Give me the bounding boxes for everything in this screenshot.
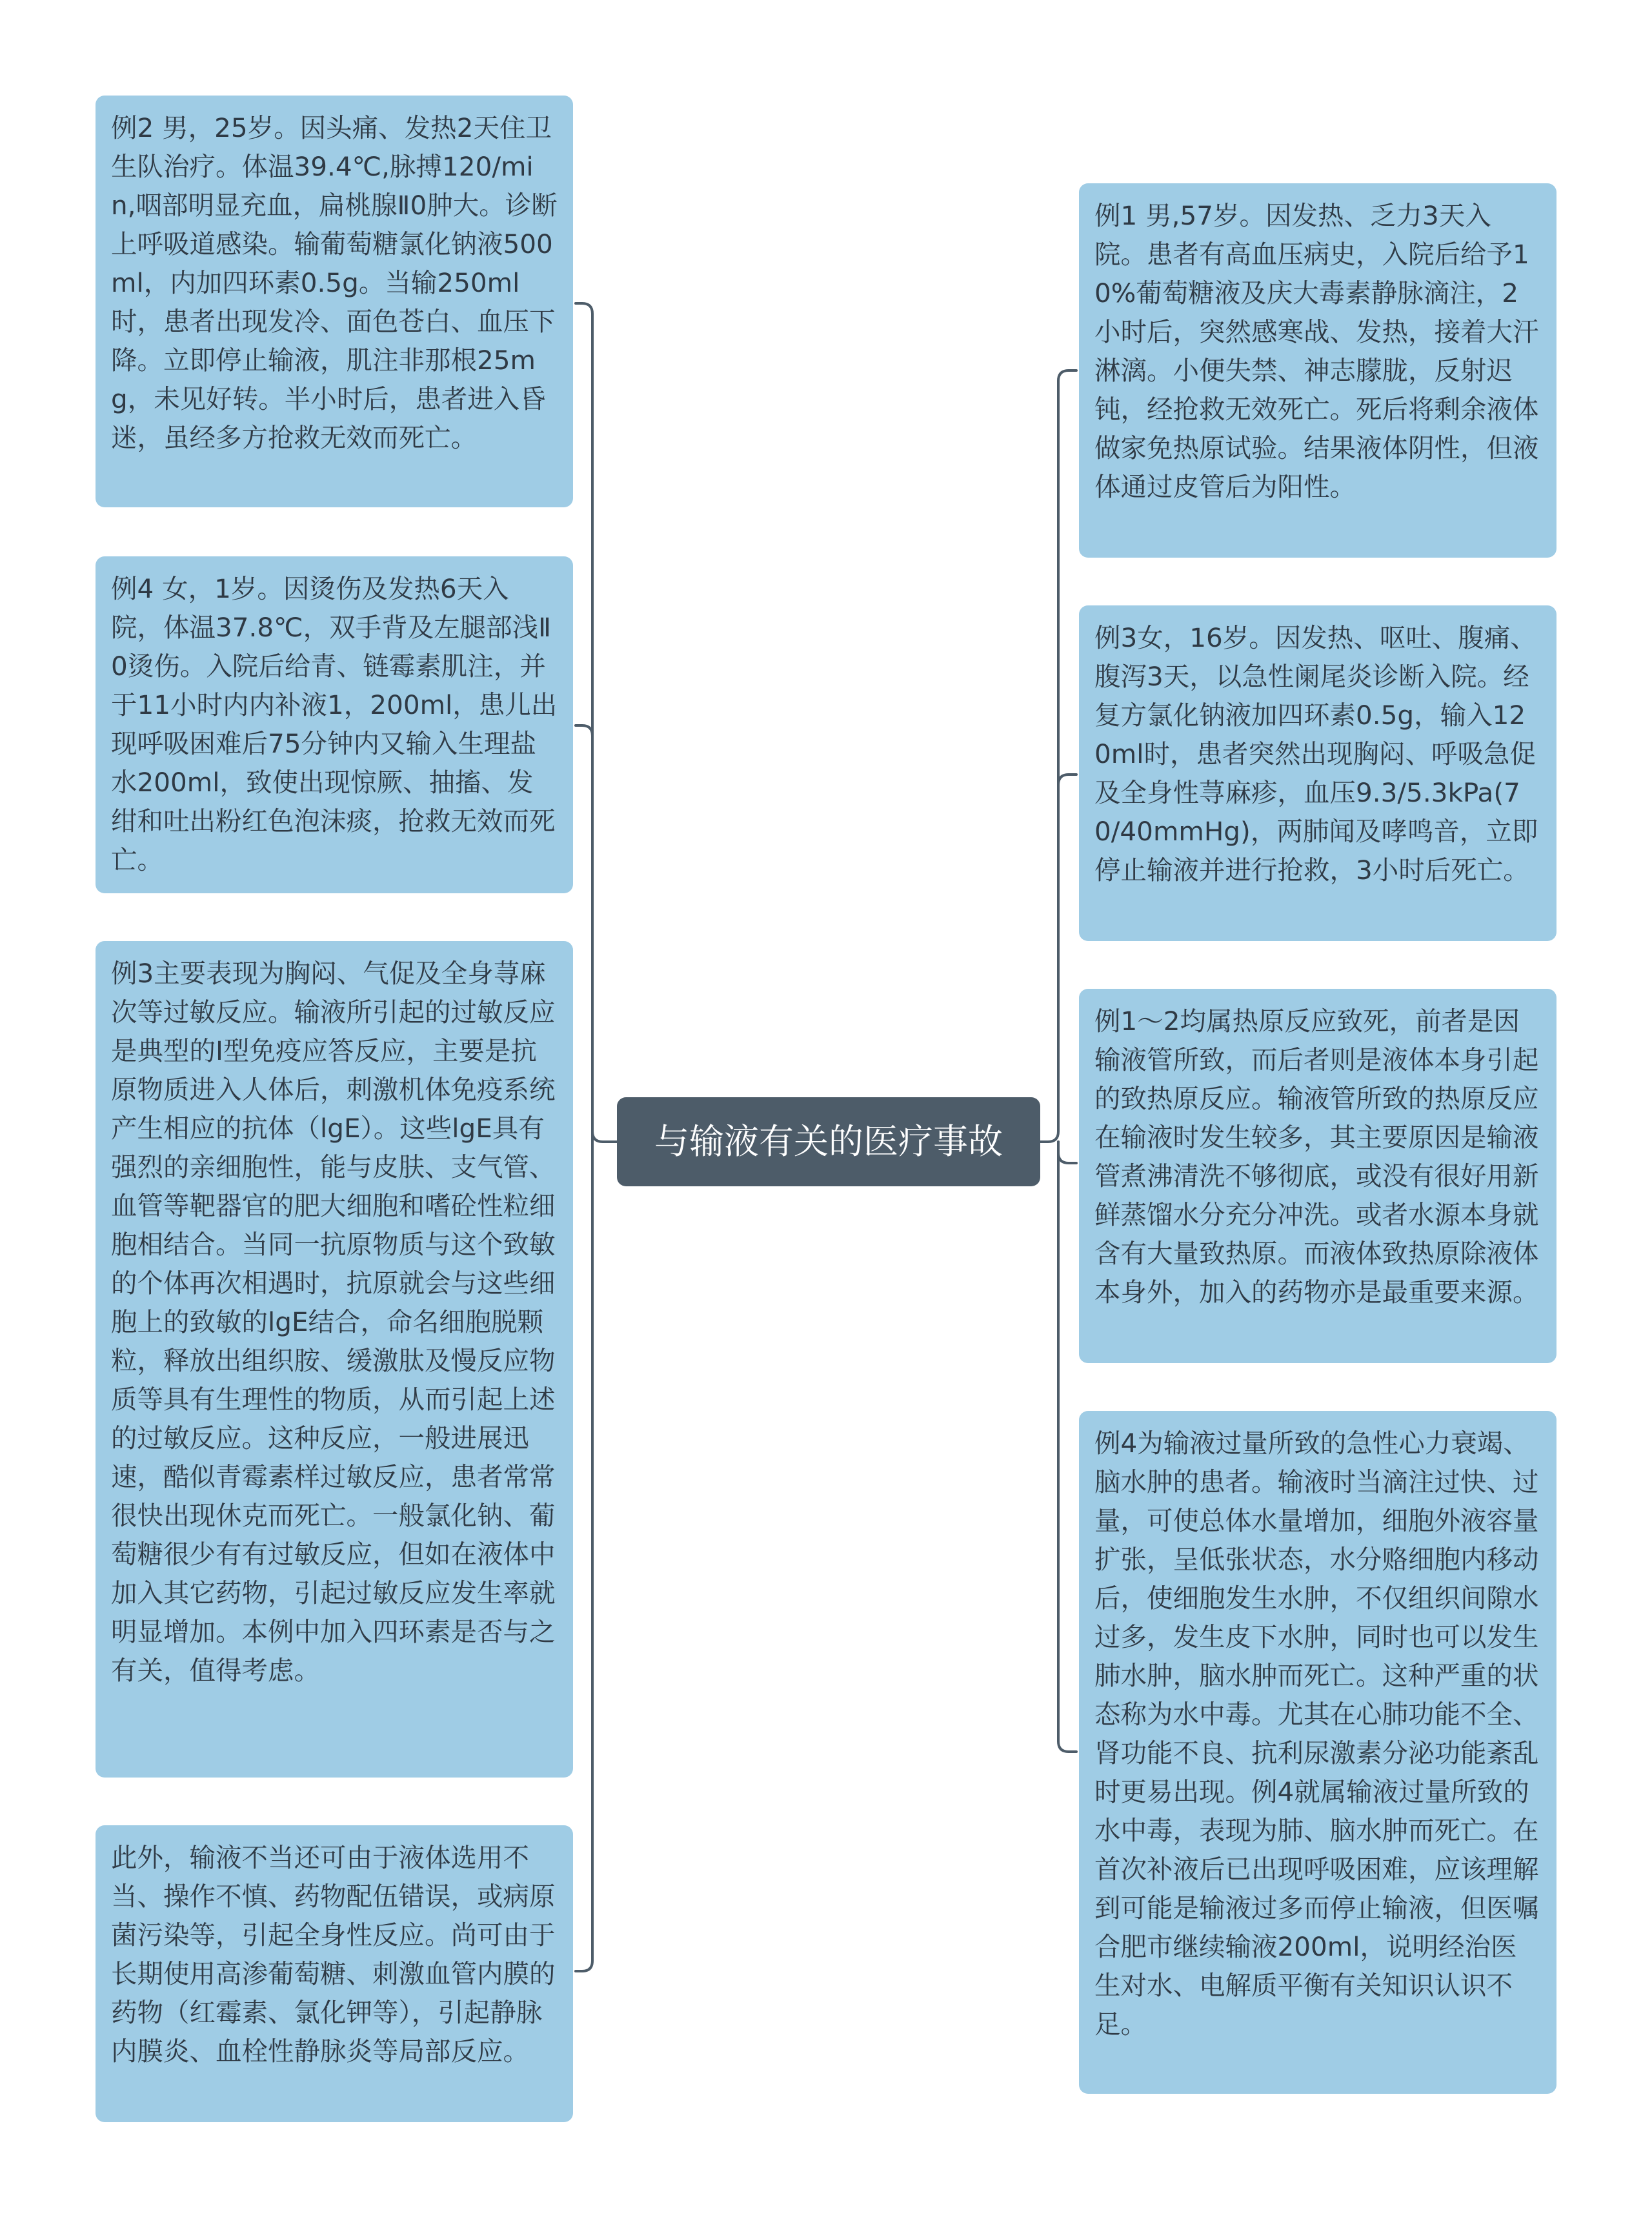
topic-text: 此外，输液不当还可由于液体选用不当、操作不慎、药物配伍错误，或病原菌污染等，引起全身性反应。尚可由于长期使用高渗葡萄糖、刺激血管内膜的药物（红霉素、氯化钾等），引起静脉内膜炎、血栓性静脉炎等局部反应。 (111, 1842, 556, 2067)
topic-text: 例3主要表现为胸闷、气促及全身荨麻次等过敏反应。输液所引起的过敏反应是典型的Ⅰ型免疫应答反应，主要是抗原物质进入人体后，刺激机体免疫系统产生相应的抗体（lgE）。这些lgE具有强烈的亲细胞性，能与皮肤、支气管、血管等靶器官的肥大细胞和嗜砼性粒细胞相结合。当同一抗原物质与这个致敏的个体再次相遇时，抗原就会与这些细胞上的致敏的lgE结合，命名细胞脱颗粒，释放出组织胺、缓激肽及慢反应物质等具有生理性的物质，从而引起上述的过敏反应。这种反应，一般进展迅速，酷似青霉素样过敏反应，患者常常很快出现休克而死亡。一般氯化钠、葡萄糖很少有有过敏反应，但如在液体中加入其它药物，引起过敏反应发生率就明显增加。本例中加入四环素是否与之有关，值得考虑。 (111, 958, 556, 1686)
topic-text: 例4 女，1岁。因烫伤及发热6天入院，体温37.8℃，双手背及左腿部浅Ⅱ0烫伤。入院后给青、链霉素肌注，并于11小时内内补液1，200ml，患儿出现呼吸困难后75分钟内又输入生理盐水200ml，致使出现惊厥、抽搐、发绀和吐出粉红色泡沫痰，抢救无效而死亡。 (111, 573, 558, 875)
topic-text: 例4为输液过量所致的急性心力衰竭、脑水肿的患者。输液时当滴注过快、过量，可使总体水量增加，细胞外液容量扩张，呈低张状态，水分赂细胞内移动后，使细胞发生水肿，不仅组织间隙水过多，发生皮下水肿，同时也可以发生肺水肿，脑水肿而死亡。这种严重的状态称为水中毒。尤其在心肺功能不全、肾功能不良、抗利尿激素分泌功能紊乱时更易出现。例4就属输液过量所致的水中毒，表现为肺、脑水肿而死亡。在首次补液后已出现呼吸困难，应该理解到可能是输液过多而停止输液，但医嘱合肥市继续输液200ml，说明经治医生对水、电解质平衡有关知识认识不足。 (1094, 1428, 1539, 2040)
topic-text: 例2 男，25岁。因头痛、发热2天住卫生队治疗。体温39.4℃,脉搏120/min,咽部明显充血，扁桃腺Ⅱ0肿大。诊断上呼吸道感染。输葡萄糖氯化钠液500ml，内加四环素0.5g。当输250ml时，患者出现发冷、面色苍白、血压下降。立即停止输液，肌注非那根25mg，未见好转。半小时后，患者进入昏迷，虽经多方抢救无效而死亡。 (111, 112, 558, 453)
topic-node-left-ex4[interactable] (96, 556, 573, 893)
topic-node-right-ex1[interactable] (1079, 183, 1556, 558)
connector-right-analysis12 (1058, 1142, 1076, 1163)
connector-left-ex4 (576, 725, 592, 736)
connector-left-trunk (576, 303, 617, 1142)
connector-right-ex3 (1058, 775, 1076, 785)
connector-right-trunk (1040, 370, 1076, 1142)
topic-node-left-ex2[interactable] (96, 96, 573, 507)
topic-node-right-analysis12[interactable] (1079, 989, 1556, 1363)
topic-text: 例1～2均属热原反应致死，前者是因输液管所致，而后者则是液体本身引起的致热原反应。输液管所致的热原反应在输液时发生较多，其主要原因是输液管煮沸清洗不够彻底，或没有很好用新鲜蒸馏水分充分冲洗。或者水源本身就含有大量致热原。而液体致热原除液体本身外，加入的药物亦是最重要来源。 (1094, 1006, 1539, 1308)
connector-right-analysis4 (1058, 1142, 1076, 1752)
topic-text: 例3女，16岁。因发热、呕吐、腹痛、腹泻3天，以急性阑尾炎诊断入院。经复方氯化钠液加四环素0.5g，输入120ml时，患者突然出现胸闷、呼吸急促及全身性荨麻疹，血压9.3/5.3kPa(70/40mmHg)，两肺闻及哮鸣音，立即停止输液并进行抢救，3小时后死亡。 (1094, 622, 1538, 886)
connector-left-other (576, 1142, 592, 1971)
central-topic[interactable]: 与输液有关的医疗事故 (617, 1097, 1040, 1186)
topic-node-left-other[interactable] (96, 1825, 573, 2122)
topic-node-right-analysis4[interactable] (1079, 1411, 1556, 2094)
topic-node-left-analysis3[interactable] (96, 941, 573, 1778)
topic-text: 例1 男,57岁。因发热、乏力3天入院。患者有高血压病史，入院后给予10%葡萄糖液及庆大毒素静脉滴注，2小时后，突然感寒战、发热，接着大汗淋漓。小便失禁、神志朦胧，反射迟钝，经抢救无效死亡。死后将剩余液体做家免热原试验。结果液体阴性，但液体通过皮管后为阳性。 (1094, 200, 1539, 502)
topic-node-right-ex3[interactable] (1079, 605, 1556, 941)
